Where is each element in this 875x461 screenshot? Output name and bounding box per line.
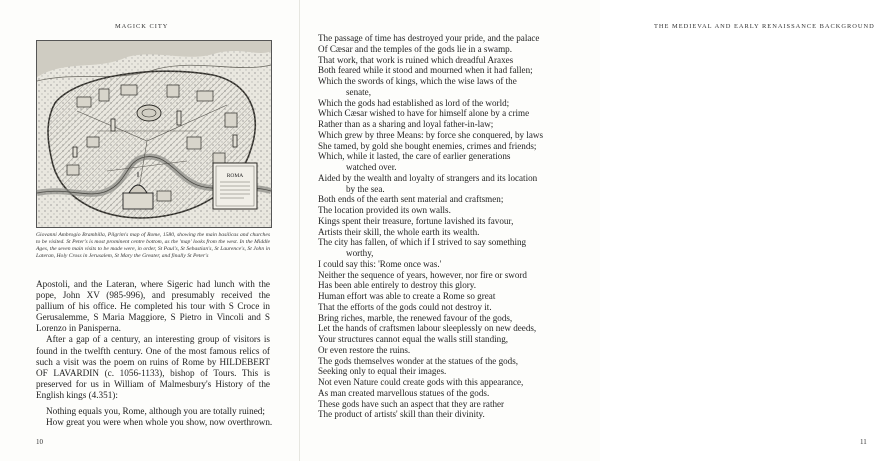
poem-line: The passage of time has destroyed your pride, and the palace [318, 33, 540, 43]
poem-line: Which Cæsar wished to have for himself alone by a crime [318, 108, 530, 119]
map-illustration [37, 41, 271, 227]
poem-line: Which, while it lasted, the care of earlier generations [318, 151, 511, 162]
left-page [0, 0, 300, 461]
poem-line: Seeking only to equal their images. [318, 366, 447, 377]
page-number-right: 11 [860, 438, 867, 446]
left-body-text [36, 279, 273, 428]
pilgrim-map-figure [36, 40, 272, 228]
poem-line: The city has fallen, of which if I strived to say something [318, 237, 527, 248]
page-number-left: 10 [36, 438, 43, 446]
poem-line: Rather than as a sharing and loyal father-in-law; [318, 119, 494, 129]
poem-line: That work, that work is ruined which dreadful Araxes [318, 54, 514, 65]
quote-line: How great you were when whole you show, now overthrown. [46, 417, 273, 428]
poem-line: Which the swords of kings, which the wise laws of the [318, 76, 517, 86]
figure-caption: Giovanni Ambrogio Brambilla, Pilgrim's map of Rome, 1580, showing the main basilicas and churches to be visited. St Peter's is most prominent centre bottom, as the 'map' looks from the west. In the Middle Ages, the seven main visits to be made were, in order, St Paul's, St Sebastian's, St Laurence's, St John in Lateran, Holy Cross in Jerusalem, St Mary the Greater, and finally St Peter's [36, 232, 270, 259]
poem-line: Or even restore the ruins. [318, 344, 411, 355]
poem-line: Which grew by three Means: by force she conquered, by laws [318, 129, 543, 140]
poem-line: Human effort was able to create a Rome so great [318, 291, 496, 301]
running-head-left: MAGICK CITY [115, 23, 169, 30]
body-paragraph-1: Apostoli, and the Lateran, where Sigeric had lunch with the pope, John XV (985-996), and presumably received the pallium of his office. He completed his tour with S Croce in Gerusalemme, S Maria Maggiore, S Pietro in Vincoli and S Lorenzo in Panisperna. [36, 279, 270, 334]
poem-line: Not even Nature could create gods with this appearance, [318, 377, 524, 387]
body-paragraph-2: After a gap of a century, an interesting group of visitors is found in the twelfth century. One of the most famous relics of such a visit was the poem on ruins of Rome by HILDEBERT OF LAVARDIN (c. 1056-1133), bishop of Tours. This is preserved for us in William of Malmesbury's History of the English kings (4.351): [36, 334, 270, 400]
poem-line: Aided by the wealth and loyalty of strangers and its location [318, 172, 538, 183]
poem-line: Both feared while it stood and mourned when it had fallen; [318, 65, 533, 76]
poem-line: The product of artists' skill than their divinity. [318, 409, 485, 420]
poem-line: worthy, [346, 248, 374, 258]
poem-line: Has been able entirely to destroy this glory. [318, 280, 477, 291]
poem-line: watched over. [346, 162, 397, 172]
poem-line: These gods have such an aspect that they are rather [318, 398, 505, 409]
poem-line: I could say this: 'Rome once was.' [318, 258, 442, 269]
poem-translation [318, 33, 568, 420]
cartouche-text: ROMA [226, 173, 244, 179]
poem-line: Kings spent their treasure, fortune lavished its favour, [318, 215, 514, 226]
poem-line: Your structures cannot equal the walls still standing, [318, 334, 509, 344]
poem-line: Bring riches, marble, the renewed favour of the gods, [318, 312, 513, 323]
quote-line: Nothing equals you, Rome, although you are totally ruined; [46, 406, 265, 417]
poem-line: Neither the sequence of years, however, nor fire or sword [318, 269, 527, 280]
poem-line: The gods themselves wonder at the statues of the gods, [318, 355, 519, 366]
poem-line: Let the hands of craftsmen labour sleeplessly on new deeds, [318, 323, 537, 334]
poem-line: Of Cæsar and the temples of the gods lie in a swamp. [318, 43, 512, 54]
poem-line: She tamed, by gold she bought enemies, crimes and friends; [318, 140, 537, 151]
running-head-right: THE MEDIEVAL AND EARLY RENAISSANCE BACKGROUND [654, 23, 875, 30]
poem-line: The location provided its own walls. [318, 205, 451, 215]
poem-line: That the efforts of the gods could not destroy it. [318, 301, 492, 312]
verse-quote [36, 406, 273, 428]
poem-line: Which the gods had established as lord of the world; [318, 97, 510, 108]
poem-line: Artists their skill, the whole earth its wealth. [318, 226, 480, 237]
poem-line: senate, [346, 86, 371, 97]
poem-line: As man created marvellous statues of the gods. [318, 387, 490, 398]
poem-line: by the sea. [346, 183, 385, 194]
poem-line: Both ends of the earth sent material and craftsmen; [318, 194, 504, 205]
